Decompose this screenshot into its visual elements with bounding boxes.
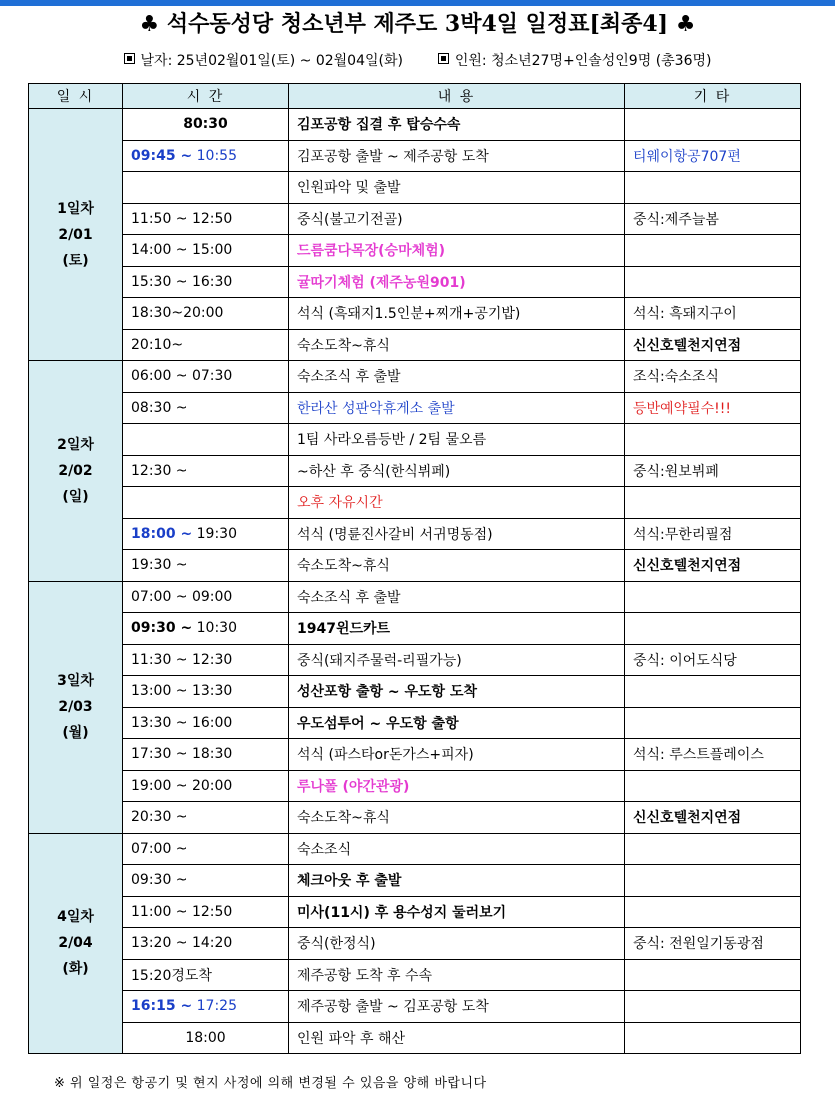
etc-cell: 티웨이항공707편 xyxy=(625,140,801,172)
table-row xyxy=(29,424,801,456)
etc-cell: 석식: 루스트플레이스 xyxy=(625,739,801,771)
table-row xyxy=(29,298,801,330)
table-row xyxy=(29,518,801,550)
time-cell: 11:30 ~ 12:30 xyxy=(123,644,289,676)
content-cell: 김포공항 출발 ~ 제주공항 도착 xyxy=(289,140,625,172)
table-row xyxy=(29,392,801,424)
etc-cell: 신신호텔천지연점 xyxy=(625,802,801,834)
time-cell: 17:30 ~ 18:30 xyxy=(123,739,289,771)
content-cell: 중식(불고기전골) xyxy=(289,203,625,235)
time-cell: 15:30 ~ 16:30 xyxy=(123,266,289,298)
etc-cell xyxy=(625,487,801,519)
time-cell: 13:20 ~ 14:20 xyxy=(123,928,289,960)
trip-date: 날자: 25년02월01일(토) ~ 02월04일(화) xyxy=(140,53,403,69)
content-cell: 중식(돼지주물럭-리필가능) xyxy=(289,644,625,676)
time-cell: 09:30 ~ xyxy=(123,865,289,897)
content-cell: 한라산 성판악휴게소 출발 xyxy=(289,392,625,424)
time-cell: 18:30~20:00 xyxy=(123,298,289,330)
footer-notice: ※ 위 일정은 항공기 및 현지 사정에 의해 변경될 수 있음을 양해 바랍니다 xyxy=(54,1076,487,1091)
table-row xyxy=(29,991,801,1023)
content-cell: 중식(한정식) xyxy=(289,928,625,960)
table-row xyxy=(29,329,801,361)
content-cell: 우도섬투어 ~ 우도항 출항 xyxy=(289,707,625,739)
content-cell: 인원 파악 후 해산 xyxy=(289,1022,625,1054)
day-label: 4일차 2/04 (화) xyxy=(29,833,123,1054)
table-row xyxy=(29,865,801,897)
time-cell: 12:30 ~ xyxy=(123,455,289,487)
title-text: 석수동성당 청소년부 제주도 3박4일 일정표[최종4] xyxy=(166,11,669,37)
content-cell: 숙소조식 후 출발 xyxy=(289,581,625,613)
etc-cell xyxy=(625,770,801,802)
content-cell: 숙소도착~휴식 xyxy=(289,550,625,582)
etc-cell: 신신호텔천지연점 xyxy=(625,329,801,361)
content-cell: 1947윈드카트 xyxy=(289,613,625,645)
table-row xyxy=(29,802,801,834)
time-cell: 20:30 ~ xyxy=(123,802,289,834)
table-row xyxy=(29,1022,801,1054)
table-row xyxy=(29,487,801,519)
table-row xyxy=(29,550,801,582)
table-row xyxy=(29,644,801,676)
table-row xyxy=(29,896,801,928)
etc-cell xyxy=(625,172,801,204)
etc-cell xyxy=(625,1022,801,1054)
time-cell: 20:10~ xyxy=(123,329,289,361)
content-cell: 귤따기체험 (제주농원901) xyxy=(289,266,625,298)
time-cell: 07:00 ~ 09:00 xyxy=(123,581,289,613)
page-title xyxy=(0,6,835,42)
etc-cell xyxy=(625,235,801,267)
content-cell: 김포공항 집결 후 탑승수속 xyxy=(289,109,625,141)
header-time: 시 간 xyxy=(123,84,289,109)
etc-cell xyxy=(625,991,801,1023)
etc-cell: 중식:제주늘봄 xyxy=(625,203,801,235)
etc-cell xyxy=(625,959,801,991)
content-cell: 오후 자유시간 xyxy=(289,487,625,519)
etc-cell: 중식:원보뷔페 xyxy=(625,455,801,487)
content-cell: 제주공항 출발 ~ 김포공항 도착 xyxy=(289,991,625,1023)
time-cell xyxy=(123,424,289,456)
content-cell: 미사(11시) 후 용수성지 둘러보기 xyxy=(289,896,625,928)
time-cell: 06:00 ~ 07:30 xyxy=(123,361,289,393)
table-row xyxy=(29,833,801,865)
etc-cell xyxy=(625,109,801,141)
time-cell: 18:00 ~ 19:30 xyxy=(123,518,289,550)
trip-people: 인원: 청소년27명+인솔성인9명 (총36명) xyxy=(454,53,712,69)
table-row xyxy=(29,707,801,739)
content-cell: 인원파악 및 출발 xyxy=(289,172,625,204)
trip-info xyxy=(0,46,835,76)
etc-cell: 중식: 이어도식당 xyxy=(625,644,801,676)
content-cell: 석식 (명륜진사갈비 서귀명동점) xyxy=(289,518,625,550)
schedule-table xyxy=(28,83,801,1054)
etc-cell: 조식:숙소조식 xyxy=(625,361,801,393)
etc-cell xyxy=(625,613,801,645)
content-cell: 1팀 사라오름등반 / 2팀 물오름 xyxy=(289,424,625,456)
table-row xyxy=(29,928,801,960)
etc-cell xyxy=(625,581,801,613)
table-row xyxy=(29,455,801,487)
header-date: 일 시 xyxy=(29,84,123,109)
content-cell: 성산포항 출항 ~ 우도항 도착 xyxy=(289,676,625,708)
table-row xyxy=(29,172,801,204)
content-cell: 체크아웃 후 출발 xyxy=(289,865,625,897)
content-cell: 숙소도착~휴식 xyxy=(289,329,625,361)
content-cell: 드름쿰다목장(승마체험) xyxy=(289,235,625,267)
day-label: 2일차 2/02 (일) xyxy=(29,361,123,582)
table-row xyxy=(29,959,801,991)
time-cell: 09:30 ~ 10:30 xyxy=(123,613,289,645)
time-cell: 08:30 ~ xyxy=(123,392,289,424)
table-row xyxy=(29,140,801,172)
club-symbol-left: ♣ xyxy=(139,12,160,37)
content-cell: ~하산 후 중식(한식뷔페) xyxy=(289,455,625,487)
time-cell: 15:20경도착 xyxy=(123,959,289,991)
time-cell: 07:00 ~ xyxy=(123,833,289,865)
day-label: 3일차 2/03 (월) xyxy=(29,581,123,833)
etc-cell xyxy=(625,266,801,298)
content-cell: 석식 (파스타or돈가스+피자) xyxy=(289,739,625,771)
etc-cell xyxy=(625,865,801,897)
etc-cell xyxy=(625,424,801,456)
time-cell xyxy=(123,487,289,519)
table-row xyxy=(29,770,801,802)
time-cell: 19:30 ~ xyxy=(123,550,289,582)
table-row xyxy=(29,361,801,393)
club-symbol-right: ♣ xyxy=(675,12,696,37)
header-row xyxy=(29,84,801,109)
content-cell: 숙소도착~휴식 xyxy=(289,802,625,834)
square-bullet-icon xyxy=(438,53,449,64)
time-cell: 14:00 ~ 15:00 xyxy=(123,235,289,267)
header-content: 내 용 xyxy=(289,84,625,109)
time-cell: 18:00 xyxy=(123,1022,289,1054)
table-row xyxy=(29,581,801,613)
etc-cell: 신신호텔천지연점 xyxy=(625,550,801,582)
etc-cell xyxy=(625,896,801,928)
header-etc: 기 타 xyxy=(625,84,801,109)
time-cell xyxy=(123,172,289,204)
table-row xyxy=(29,109,801,141)
content-cell: 숙소조식 xyxy=(289,833,625,865)
time-cell: 13:30 ~ 16:00 xyxy=(123,707,289,739)
table-row xyxy=(29,613,801,645)
etc-cell xyxy=(625,676,801,708)
time-cell: 16:15 ~ 17:25 xyxy=(123,991,289,1023)
time-cell: 13:00 ~ 13:30 xyxy=(123,676,289,708)
time-cell: 80:30 xyxy=(123,109,289,141)
content-cell: 제주공항 도착 후 수속 xyxy=(289,959,625,991)
time-cell: 09:45 ~ 10:55 xyxy=(123,140,289,172)
time-cell: 19:00 ~ 20:00 xyxy=(123,770,289,802)
etc-cell: 석식:무한리필점 xyxy=(625,518,801,550)
table-row xyxy=(29,676,801,708)
etc-cell xyxy=(625,707,801,739)
day-label: 1일차 2/01 (토) xyxy=(29,109,123,361)
etc-cell: 석식: 흑돼지구이 xyxy=(625,298,801,330)
time-cell: 11:00 ~ 12:50 xyxy=(123,896,289,928)
table-row xyxy=(29,203,801,235)
etc-cell: 등반예약필수!!! xyxy=(625,392,801,424)
etc-cell xyxy=(625,833,801,865)
etc-cell: 중식: 전원일기동광점 xyxy=(625,928,801,960)
table-row xyxy=(29,739,801,771)
content-cell: 숙소조식 후 출발 xyxy=(289,361,625,393)
table-row xyxy=(29,235,801,267)
content-cell: 석식 (흑돼지1.5인분+찌개+공기밥) xyxy=(289,298,625,330)
content-cell: 루나폴 (야간관광) xyxy=(289,770,625,802)
table-row xyxy=(29,266,801,298)
time-cell: 11:50 ~ 12:50 xyxy=(123,203,289,235)
square-bullet-icon xyxy=(124,53,135,64)
